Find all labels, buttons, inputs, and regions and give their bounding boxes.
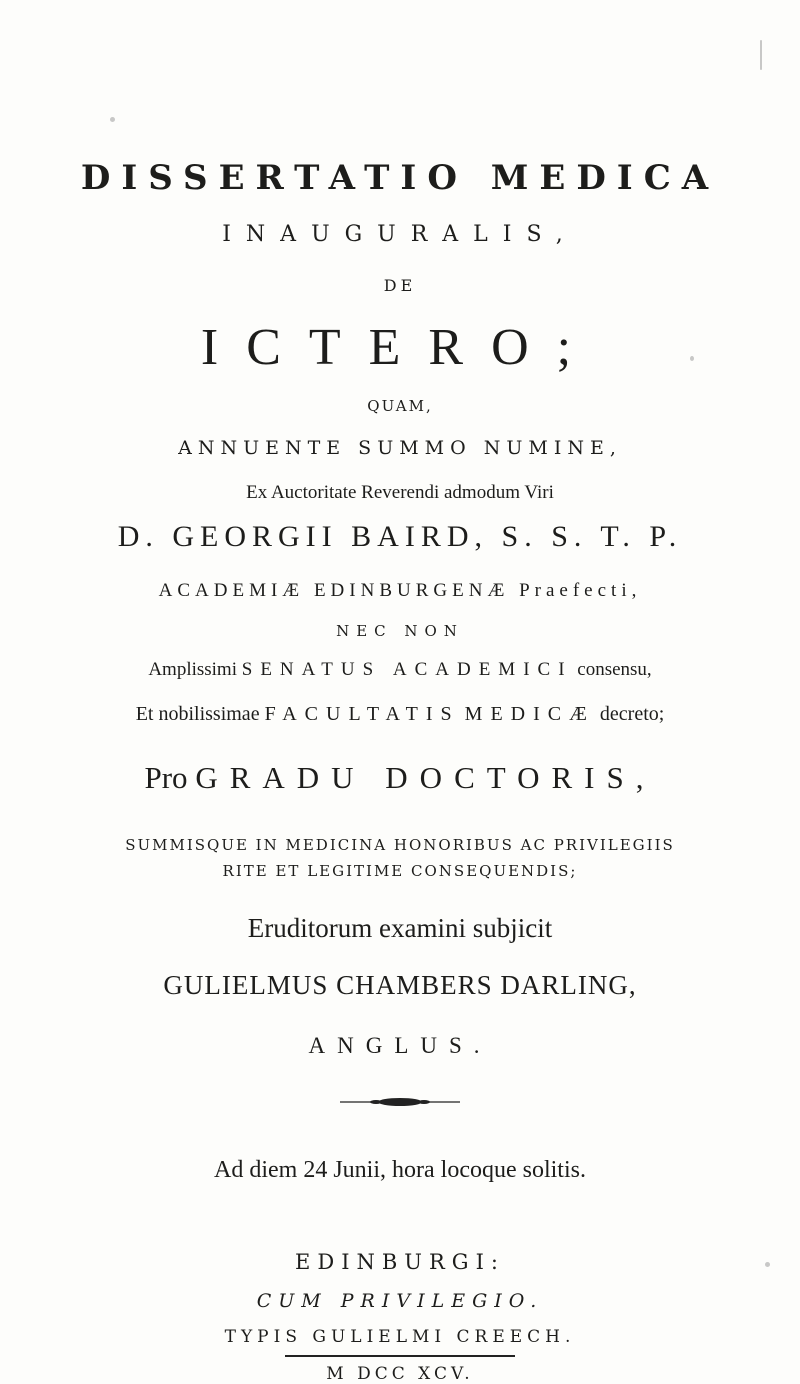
paper-speck bbox=[765, 1262, 770, 1267]
facultatis-post: decreto; bbox=[599, 703, 665, 725]
paper-mark bbox=[760, 40, 762, 70]
dissertation-subject: ICTERO; bbox=[200, 319, 600, 376]
auctoritate-line: Ex Auctoritate Reverendi admodum Viri bbox=[246, 482, 554, 503]
senatus-caps: SENATUS ACADEMICI bbox=[241, 659, 573, 680]
de-word: DE bbox=[383, 276, 417, 295]
imprint-printer: TYPIS GULIELMI CREECH. bbox=[224, 1327, 576, 1347]
senatus-post: consensu, bbox=[577, 659, 652, 680]
paper-speck bbox=[110, 117, 115, 122]
quam-word: QUAM, bbox=[367, 397, 433, 415]
paper-speck bbox=[690, 356, 694, 361]
eruditorum-line: Eruditorum examini subjicit bbox=[247, 913, 553, 943]
facultatis-pre: Et nobilissimae bbox=[135, 703, 260, 725]
facultatis-line bbox=[0, 703, 800, 726]
senatus-line bbox=[0, 659, 800, 681]
pro-word: Pro bbox=[144, 760, 188, 795]
annuente-line: ANNUENTE SUMMO NUMINE, bbox=[178, 437, 622, 459]
dissertation-subtitle: INAUGURALIS, bbox=[222, 222, 578, 247]
rite-line: RITE ET LEGITIME CONSEQUENDIS; bbox=[222, 862, 578, 880]
praefectus-name: D. GEORGII BAIRD, S. S. T. P. bbox=[117, 520, 683, 553]
imprint-city: EDINBURGI: bbox=[295, 1250, 505, 1274]
author-nation: ANGLUS. bbox=[308, 1033, 492, 1058]
dissertation-title: DISSERTATIO MEDICA bbox=[80, 158, 720, 198]
imprint-privilegio: CUM PRIVILEGIO. bbox=[256, 1290, 544, 1312]
author-name: GULIELMUS CHAMBERS DARLING, bbox=[163, 970, 637, 1000]
academiae-line: ACADEMIÆ EDINBURGENÆ Praefecti, bbox=[158, 580, 642, 601]
facultatis-caps: FACULTATIS bbox=[264, 703, 460, 725]
imprint-rule bbox=[285, 1355, 515, 1357]
date-line: Ad diem 24 Junii, hora locoque solitis. bbox=[214, 1157, 586, 1183]
imprint-year: M DCC XCV. bbox=[326, 1364, 474, 1384]
nec-non-line: NEC NON bbox=[336, 622, 464, 640]
ornament-rule-icon bbox=[340, 1096, 460, 1108]
pro-gradu-line bbox=[0, 760, 800, 796]
senatus-pre: Amplissimi bbox=[148, 659, 237, 680]
medicae-caps: MEDICÆ bbox=[464, 703, 595, 725]
gradu-doctoris: GRADU DOCTORIS, bbox=[195, 760, 656, 795]
summisque-line: SUMMISQUE IN MEDICINA HONORIBUS AC PRIVILEGIIS bbox=[125, 836, 675, 854]
